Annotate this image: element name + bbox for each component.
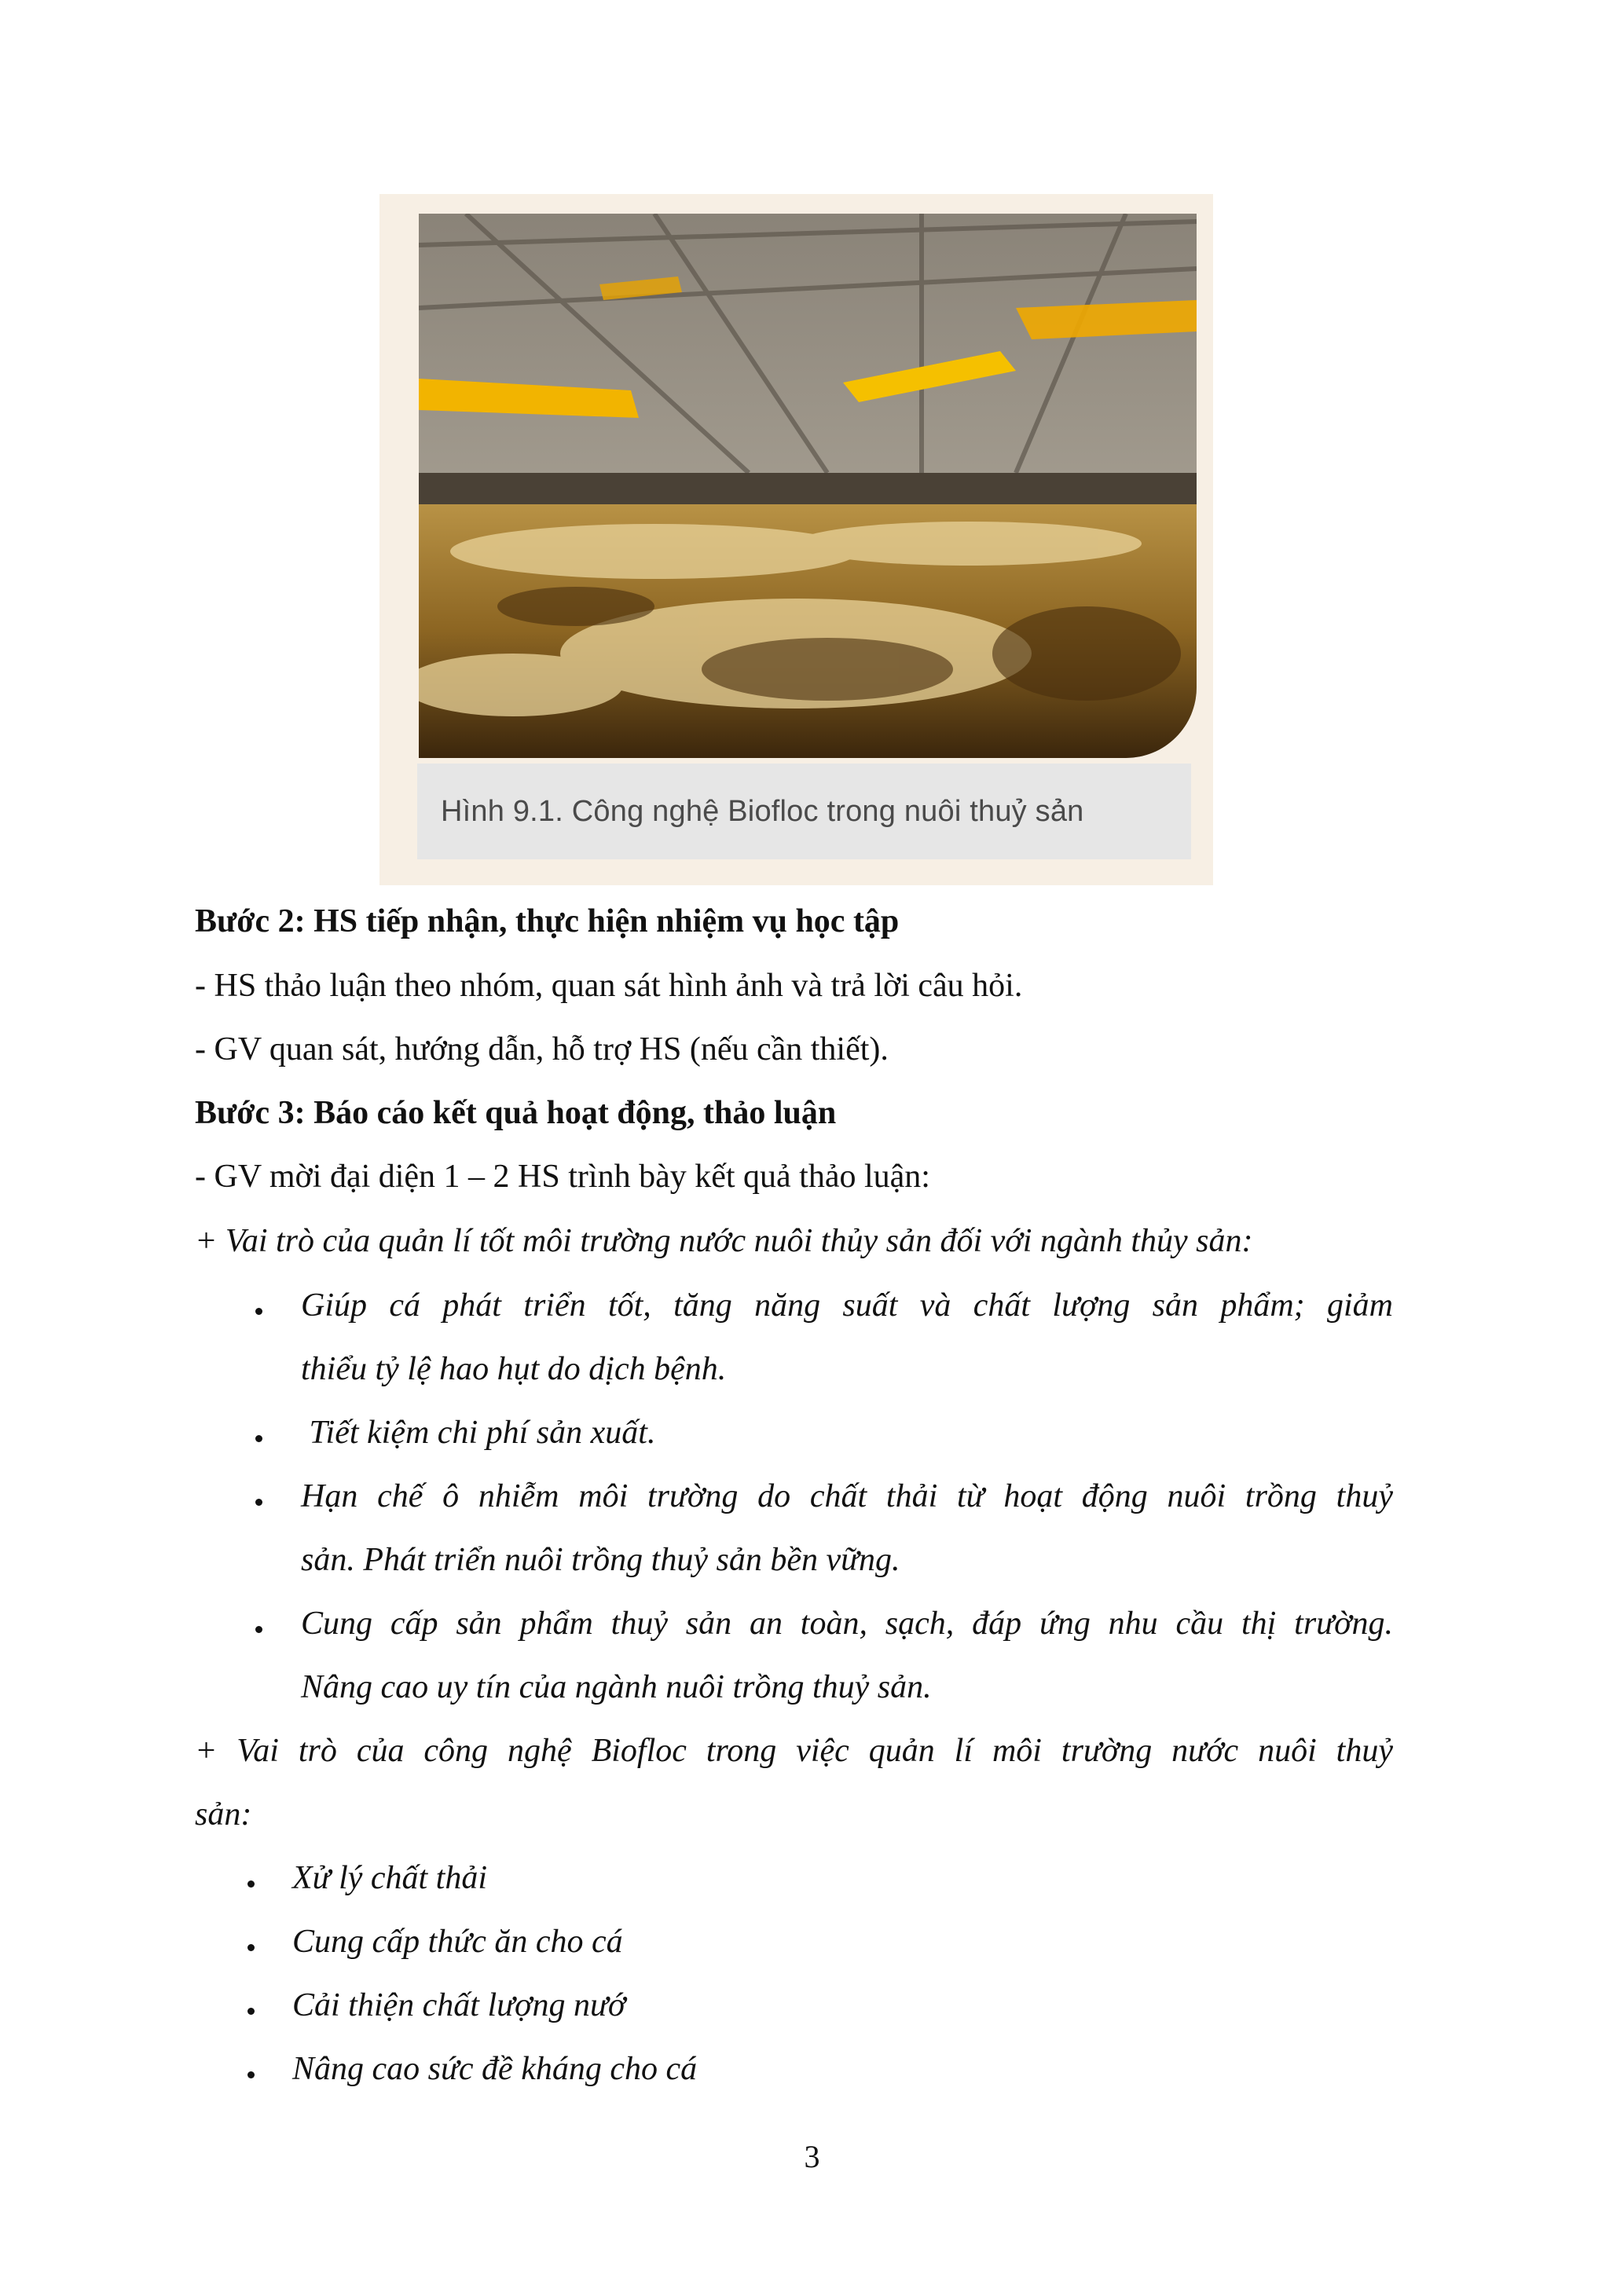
- role1-title: + Vai trò của quản lí tốt môi trường nước nuôi thủy sản đối với ngành thủy sản:: [195, 1223, 1253, 1259]
- bullet-icon: [247, 2071, 255, 2078]
- step2-line-1: - HS thảo luận theo nhóm, quan sát hình ảnh và trả lời câu hỏi.: [195, 968, 1023, 1004]
- role1-item-4-line2: Nâng cao uy tín của ngành nuôi trồng thuỷ sản.: [301, 1669, 932, 1705]
- page-number: 3: [804, 2139, 820, 2174]
- bullet-icon: [247, 1944, 255, 1951]
- bullet-icon: [247, 1880, 255, 1888]
- role1-item-2: Tiết kiệm chi phí sản xuất.: [301, 1415, 656, 1451]
- role2-title-line2: sản:: [195, 1796, 252, 1833]
- role2-item-1: Xử lý chất thải: [292, 1860, 488, 1896]
- bullet-icon: [255, 1308, 262, 1315]
- role1-item-3-line1: Hạn chế ô nhiễm môi trường do chất thải từ hoạt động nuôi trồng thuỷ: [301, 1478, 1393, 1514]
- bullet-icon: [255, 1626, 262, 1633]
- role2-item-2: Cung cấp thức ăn cho cá: [292, 1924, 623, 1960]
- role2-title-line1: + Vai trò của công nghệ Biofloc trong việc quản lí môi trường nước nuôi thuỷ: [195, 1733, 1393, 1769]
- bullet-icon: [255, 1435, 262, 1442]
- bullet-icon: [247, 2008, 255, 2015]
- step3-heading: Bước 3: Báo cáo kết quả hoạt động, thảo luận: [195, 1095, 837, 1131]
- step3-intro: - GV mời đại diện 1 – 2 HS trình bày kết quả thảo luận:: [195, 1159, 930, 1195]
- biofloc-pond-photo: [419, 214, 1197, 758]
- figure-caption-box: [417, 764, 1191, 859]
- bullet-icon: [255, 1499, 262, 1506]
- role1-item-4-line1: Cung cấp sản phẩm thuỷ sản an toàn, sạch, đáp ứng nhu cầu thị trường.: [301, 1606, 1393, 1642]
- figure: [379, 194, 1213, 885]
- role1-item-1-line1: Giúp cá phát triển tốt, tăng năng suất và chất lượng sản phẩm; giảm: [301, 1287, 1393, 1324]
- step2-line-2: - GV quan sát, hướng dẫn, hỗ trợ HS (nếu cần thiết).: [195, 1031, 889, 1067]
- role2-item-4: Nâng cao sức đề kháng cho cá: [292, 2051, 698, 2087]
- role2-item-3: Cải thiện chất lượng nướ: [292, 1987, 626, 2023]
- role1-item-3-line2: sản. Phát triển nuôi trồng thuỷ sản bền vững.: [301, 1542, 900, 1578]
- step2-heading: Bước 2: HS tiếp nhận, thực hiện nhiệm vụ học tập: [195, 903, 900, 939]
- role1-item-1-line2: thiểu tỷ lệ hao hụt do dịch bệnh.: [301, 1351, 727, 1387]
- figure-caption: Hình 9.1. Công nghệ Biofloc trong nuôi thuỷ sản: [441, 794, 1084, 828]
